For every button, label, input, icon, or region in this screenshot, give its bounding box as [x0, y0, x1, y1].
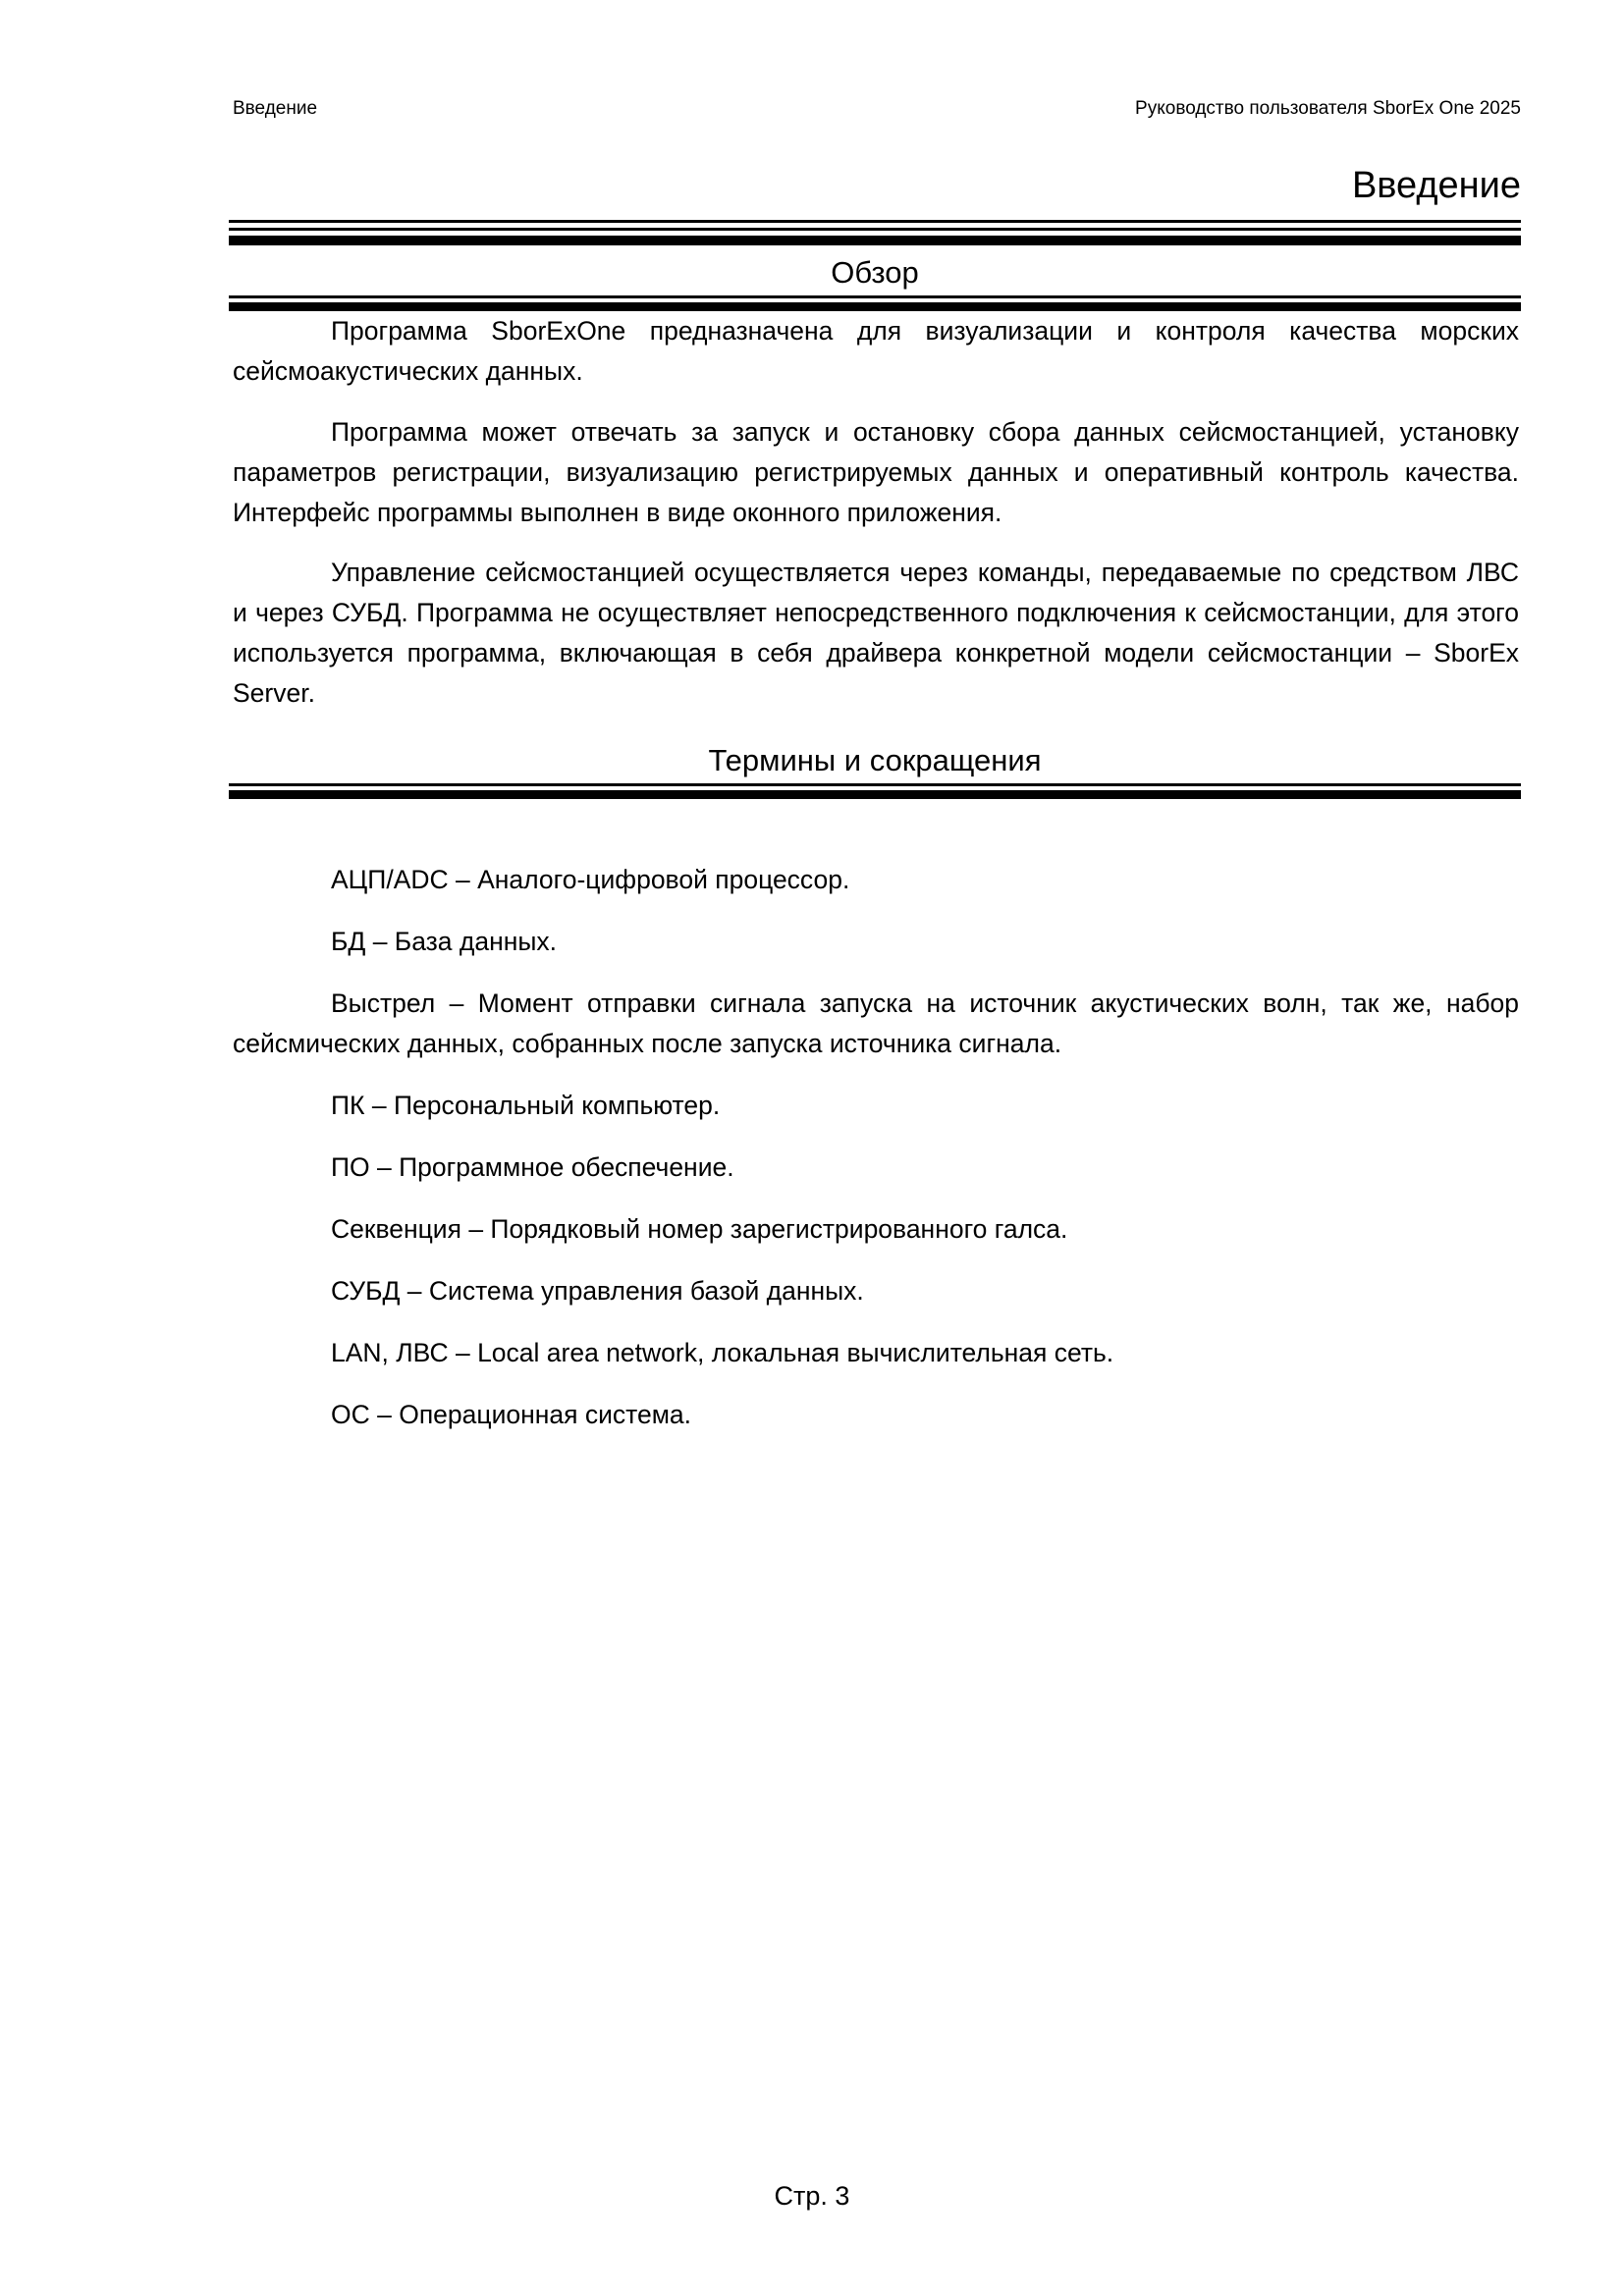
running-header-left: Введение — [233, 98, 318, 119]
overview-paragraph: Программа SborExOne предназначена для визуализации и контроля качества морских сейсмоакустических данных. — [233, 316, 1519, 386]
running-header-right: Руководство пользователя SborEx One 2025 — [1135, 98, 1521, 119]
section-rule-overview — [229, 295, 1521, 311]
term-item: ОС – Операционная система. — [331, 1400, 692, 1429]
term-item: Секвенция – Порядковый номер зарегистрированного галса. — [331, 1214, 1068, 1244]
chapter-title: Введение — [1351, 165, 1521, 206]
term-item: АЦП/ADC – Аналого-цифровой процессор. — [331, 865, 850, 894]
term-item: ПО – Программное обеспечение. — [331, 1152, 734, 1182]
term-item: СУБД – Система управления базой данных. — [331, 1276, 864, 1306]
chapter-rule — [229, 220, 1521, 245]
term-item: ПК – Персональный компьютер. — [331, 1091, 721, 1120]
section-title-overview: Обзор — [831, 255, 919, 290]
section-title-terms: Термины и сокращения — [708, 743, 1042, 777]
overview-paragraph: Программа может отвечать за запуск и остановку сбора данных сейсмостанцией, установку параметров регистрации, визуализацию регистрируемых данных и оперативный контроль качества. Интерфейс программы выполнен в виде оконного приложения. — [233, 417, 1519, 527]
term-item: БД – База данных. — [331, 927, 558, 956]
page-number: Стр. 3 — [774, 2181, 850, 2211]
term-item: LAN, ЛВС – Local area network, локальная вычислительная сеть. — [331, 1338, 1114, 1367]
terms-list — [233, 860, 1519, 1457]
term-item: Выстрел – Момент отправки сигнала запуска на источник акустических волн, так же, набор сейсмических данных, собранных после запуска источника сигнала. — [233, 988, 1519, 1058]
section-rule-terms — [229, 783, 1521, 799]
overview-paragraph: Управление сейсмостанцией осуществляется через команды, передаваемые по средством ЛВС и через СУБД. Программа не осуществляет непосредственного подключения к сейсмостанции, для этого используется программа, включающая в себя драйвера конкретной модели сейсмостанции – SborEx Server. — [233, 558, 1519, 708]
